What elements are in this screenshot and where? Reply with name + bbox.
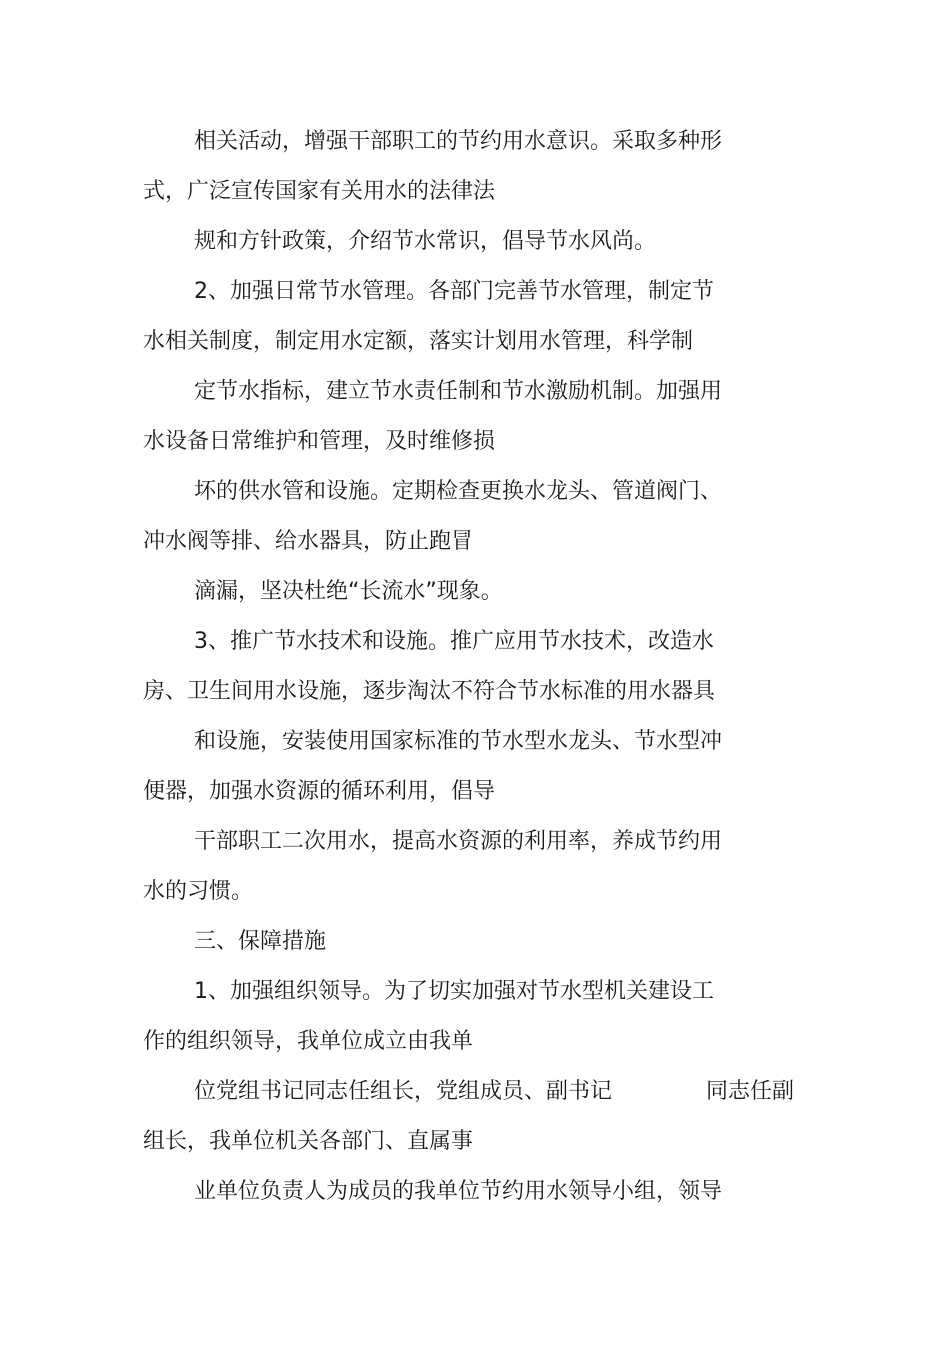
text-line: 便器，加强水资源的循环利用，倡导 — [143, 779, 496, 804]
text-line: 组长，我单位机关各部门、直属事 — [143, 1129, 474, 1154]
text-line: 规和方针政策，介绍节水常识，倡导节水风尚。 — [194, 229, 657, 254]
text-line: 业单位负责人为成员的我单位节约用水领导小组，领导 — [194, 1179, 723, 1204]
text-line: 相关活动，增强干部职工的节约用水意识。采取多种形 — [194, 129, 723, 154]
text-line-fragment: 同志任副 — [706, 1079, 795, 1104]
text-line: 3、推广节水技术和设施。推广应用节水技术，改造水 — [194, 629, 714, 654]
text-line: 2、加强日常节水管理。各部门完善节水管理，制定节 — [194, 279, 714, 304]
text-line: 和设施，安装使用国家标准的节水型水龙头、节水型冲 — [194, 729, 723, 754]
text-line: 冲水阀等排、给水器具，防止跑冒 — [143, 529, 474, 554]
text-line: 作的组织领导，我单位成立由我单 — [143, 1029, 474, 1054]
text-line: 水的习惯。 — [143, 879, 254, 904]
text-line: 坏的供水管和设施。定期检查更换水龙头、管道阀门、 — [194, 479, 723, 504]
text-line: 定节水指标，建立节水责任制和节水激励机制。加强用 — [194, 379, 723, 404]
text-line: 位党组书记同志任组长，党组成员、副书记 — [194, 1079, 613, 1104]
text-line: 水相关制度，制定用水定额，落实计划用水管理，科学制 — [143, 329, 694, 354]
text-line: 水设备日常维护和管理，及时维修损 — [143, 429, 496, 454]
text-line: 1、加强组织领导。为了切实加强对节水型机关建设工 — [194, 979, 714, 1004]
text-line: 干部职工二次用水，提高水资源的利用率，养成节约用 — [194, 829, 723, 854]
section-heading: 三、保障措施 — [194, 929, 327, 954]
text-line: 式，广泛宣传国家有关用水的法律法 — [143, 179, 496, 204]
text-line: 滴漏，坚决杜绝“长流水”现象。 — [194, 579, 503, 604]
text-line: 房、卫生间用水设施，逐步淘汰不符合节水标准的用水器具 — [143, 679, 716, 704]
